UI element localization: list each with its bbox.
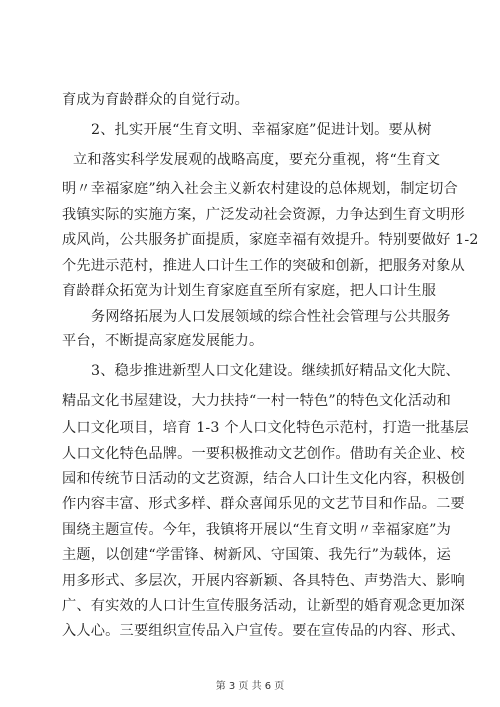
text-line-17: 围绕主题宣传。今年，我镇将开展以“生育文明〃幸福家庭”为 <box>62 522 451 538</box>
text-line-18: 主题，以创建“学雷锋、树新风、守国策、我先行”为载体，运 <box>62 547 451 563</box>
text-line-2: 2、扎实开展“生育文明、幸福家庭”促进计划。要从树 <box>91 122 432 138</box>
page-footer: 第 3 页 共 6 页 <box>215 681 285 692</box>
text-line-11: 3、稳步推进新型人口文化建设。继续抓好精品文化大院、 <box>91 363 460 379</box>
text-line-6: 成风尚，公共服务扩面提质，家庭幸福有效提升。特别要做好 1-2 <box>62 232 479 248</box>
text-line-16: 作内容丰富、形式多样、群众喜闻乐见的文艺节目和作品。二要 <box>62 496 465 512</box>
text-line-21: 入人心。三要组织宣传品入户宣传。要在宣传品的内容、形式、 <box>62 623 465 639</box>
text-line-10: 平台，不断提高家庭发展能力。 <box>62 333 264 349</box>
text-line-8: 育龄群众拓宽为计划生育家庭直至所有家庭，把人口计生服 <box>62 283 437 299</box>
text-line-14: 人口文化特色品牌。一要积极推动文艺创作。借助有关企业、校 <box>62 446 465 462</box>
text-line-13: 人口文化项目，培育 1-3 个人口文化特色示范村，打造一批基层 <box>62 420 469 436</box>
text-line-20: 广、有实效的人口计生宣传服务活动，让新型的婚育观念更加深 <box>62 598 465 614</box>
text-line-19: 用多形式、多层次，开展内容新颖、各具特色、声势浩大、影响 <box>62 573 465 589</box>
text-line-7: 个先进示范村，推进人口计生工作的突破和创新，把服务对象从 <box>62 258 465 274</box>
text-line-3: 立和落实科学发展观的战略高度，要充分重视，将“生育文 <box>73 152 441 168</box>
text-line-4: 明〃幸福家庭”纳入社会主义新农村建设的总体规划，制定切合 <box>62 181 458 197</box>
text-line-5: 我镇实际的实施方案，广泛发动社会资源，力争达到生育文明形 <box>62 207 465 223</box>
text-line-15: 园和传统节日活动的文艺资源，结合人口计生文化内容，积极创 <box>62 471 465 487</box>
text-line-1: 育成为育龄群众的自觉行动。 <box>62 92 250 108</box>
text-line-12: 精品文化书屋建设，大力扶持“一村一特色”的特色文化活动和 <box>62 393 451 409</box>
text-line-9: 务网络拓展为人口发展领域的综合性社会管理与公共服务 <box>91 309 451 325</box>
